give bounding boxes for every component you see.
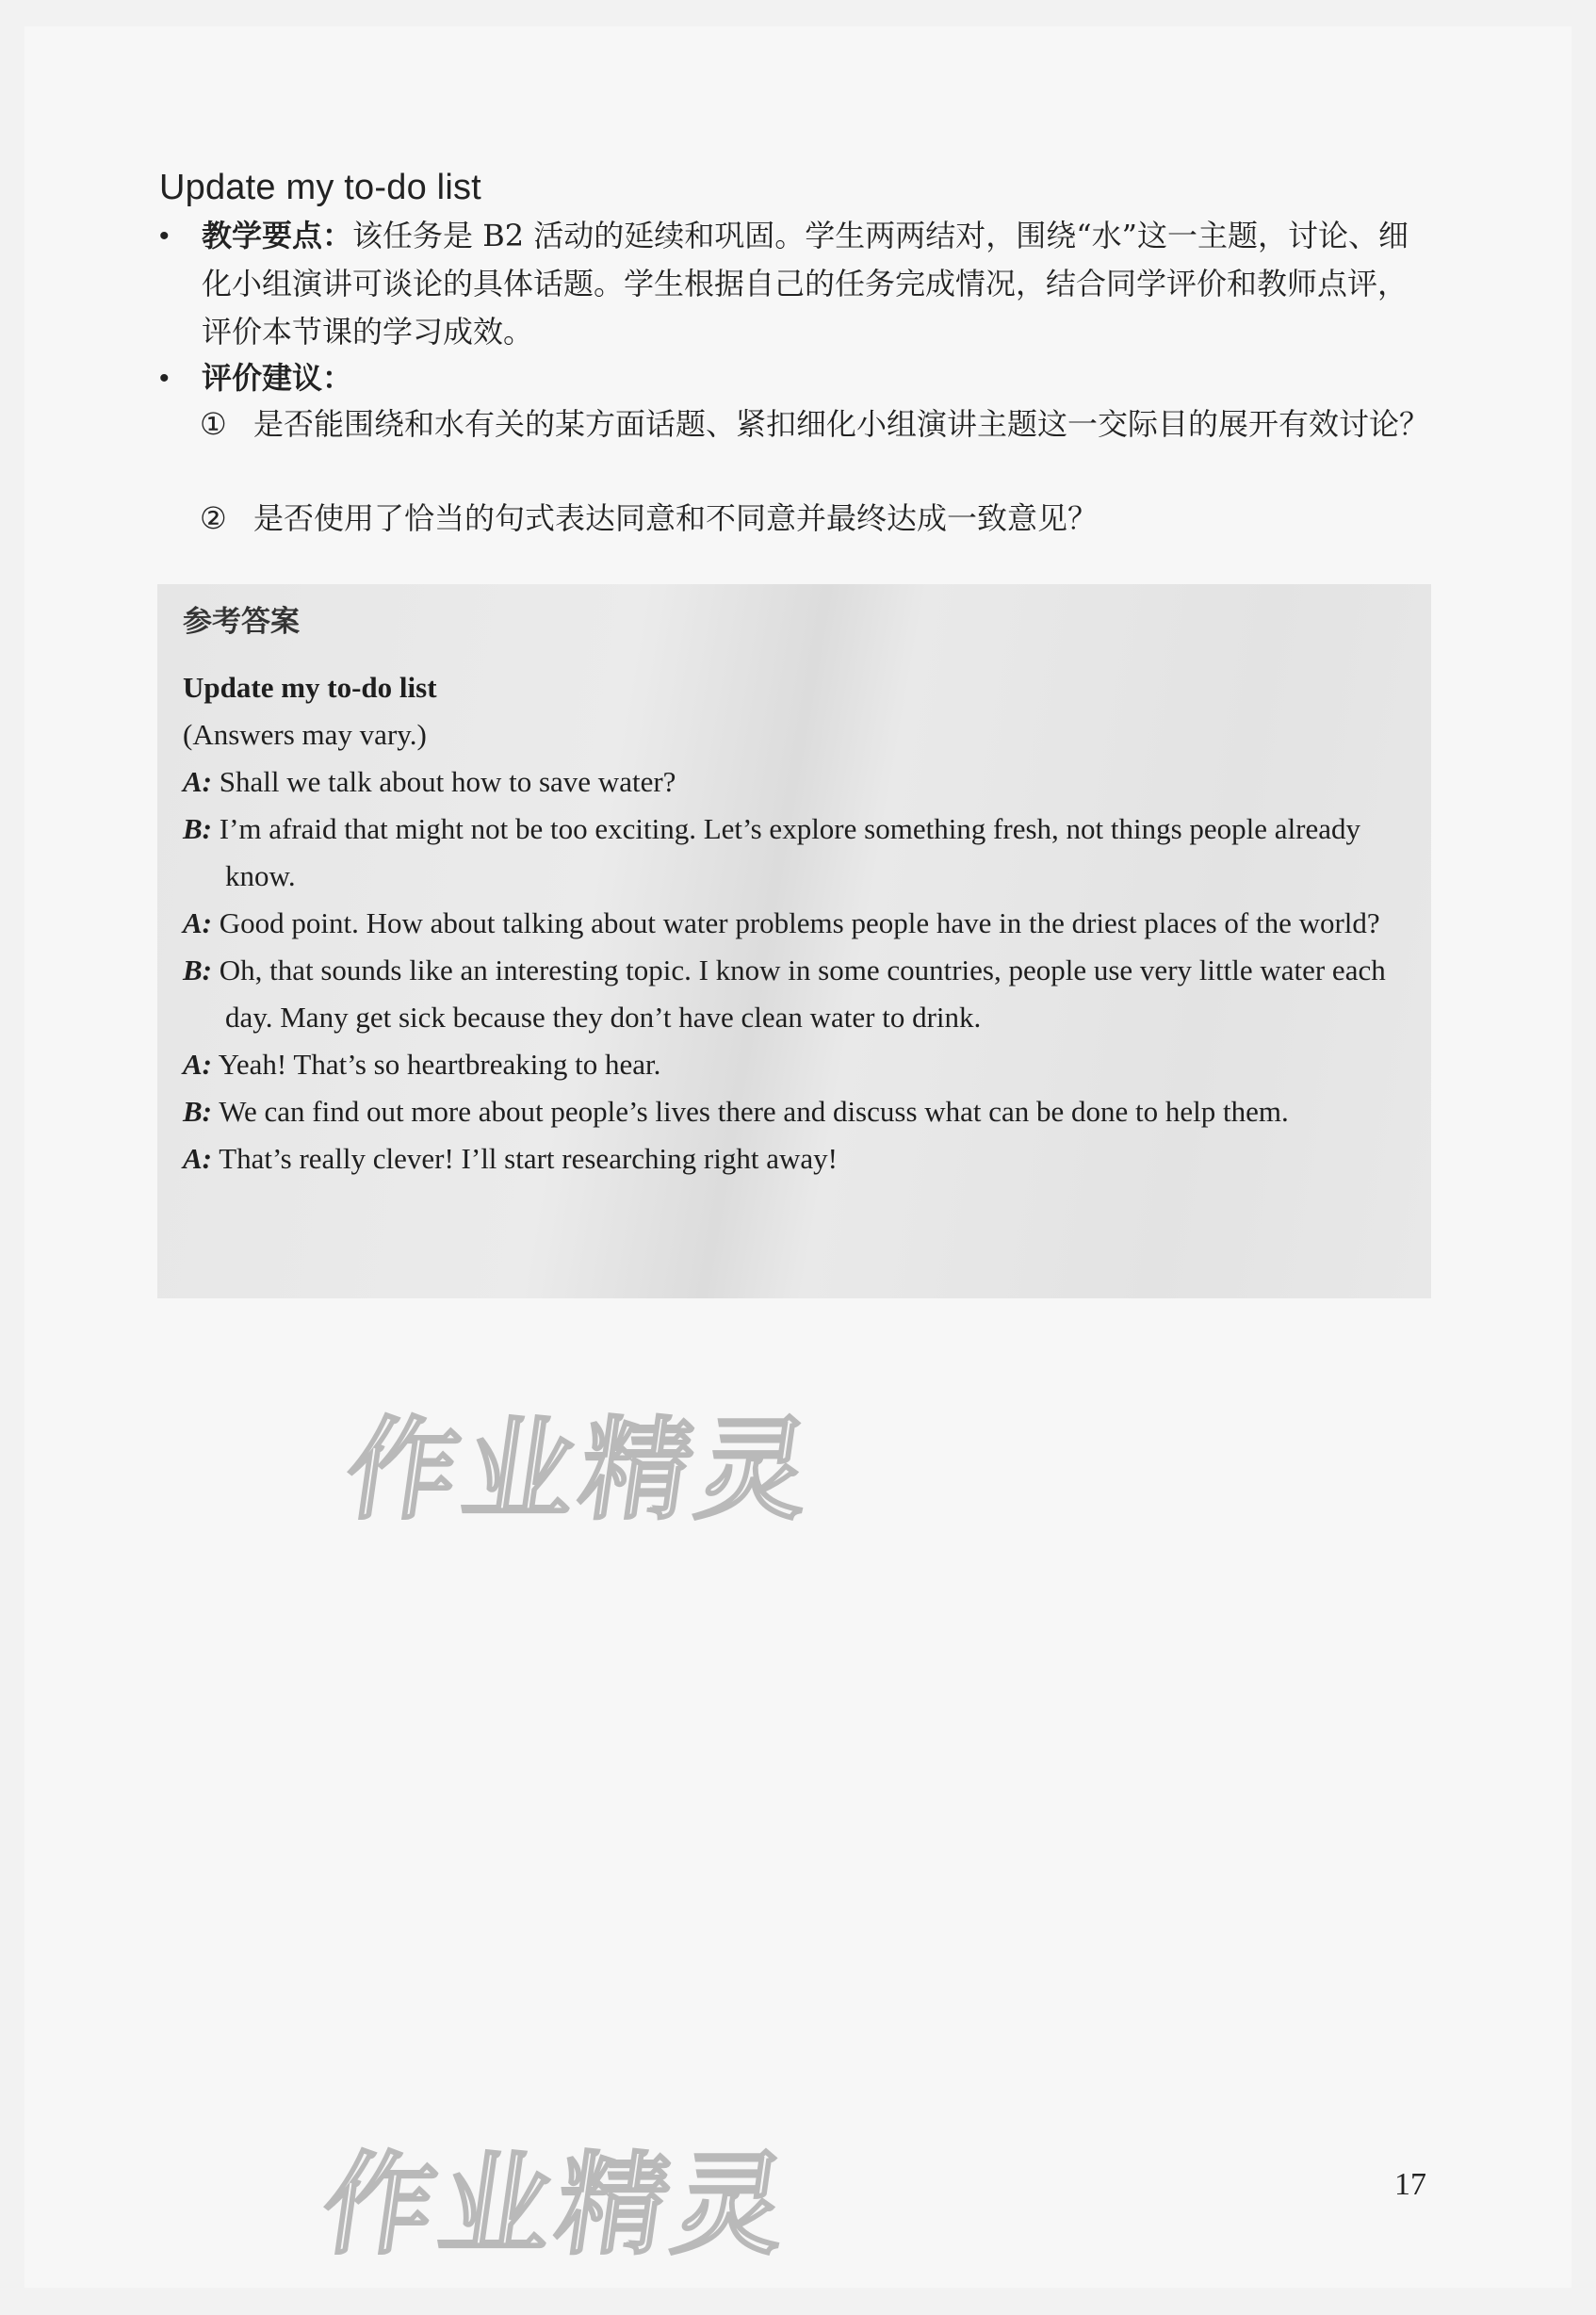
dialogue-line bbox=[183, 900, 1417, 947]
teaching-points-text bbox=[202, 212, 1426, 356]
teaching-points-label: 教学要点： bbox=[202, 218, 353, 253]
evaluation-item-number: ② bbox=[200, 500, 227, 536]
bullet-icon: • bbox=[159, 220, 170, 252]
reference-answer-heading: 参考答案 bbox=[183, 605, 300, 639]
dialogue-text: That’s really clever! I’ll start researching right away! bbox=[219, 1142, 838, 1175]
evaluation-label: 评价建议： bbox=[202, 360, 353, 396]
dialogue-line bbox=[183, 758, 1417, 806]
answer-subtitle: Update my to-do list bbox=[183, 671, 437, 704]
bullet-icon: • bbox=[159, 363, 170, 394]
evaluation-item-text: 是否能围绕和水有关的某方面话题、紧扣细化小组演讲主题这一交际目的展开有效讨论？ bbox=[253, 406, 1430, 442]
dialogue-text: Yeah! That’s so heartbreaking to hear. bbox=[218, 1048, 661, 1081]
dialogue-text: Good point. How about talking about water problems people have in the driest places of the world? bbox=[219, 906, 1380, 939]
speaker-label: A: bbox=[183, 1142, 212, 1175]
speaker-label: A: bbox=[183, 906, 212, 939]
teaching-points-body: 该任务是 B2 活动的延续和巩固。学生两两结对，围绕“水”这一主题，讨论、细化小组演讲可谈论的具体话题。学生根据自己的任务完成情况，结合同学评价和教师点评，评价本节课的学习成效。 bbox=[202, 218, 1409, 350]
answer-note: (Answers may vary.) bbox=[183, 718, 427, 751]
dialogue-line bbox=[183, 947, 1417, 1041]
dialogue-text: Oh, that sounds like an interesting topic. I know in some countries, people use very little water each day. Many get sick because they don’t have clean water to drink. bbox=[219, 954, 1386, 1034]
watermark: 作业精灵 bbox=[337, 1405, 824, 1535]
section-title: Update my to-do list bbox=[159, 168, 481, 207]
reference-answer-box bbox=[157, 584, 1431, 1298]
dialogue-text: Shall we talk about how to save water? bbox=[219, 765, 676, 798]
evaluation-label-wrap bbox=[202, 354, 1426, 402]
dialogue bbox=[183, 664, 1417, 1182]
speaker-label: B: bbox=[183, 954, 212, 986]
speaker-label: A: bbox=[183, 1048, 212, 1081]
speaker-label: B: bbox=[183, 1095, 212, 1128]
dialogue-line bbox=[183, 1135, 1417, 1182]
evaluation-item-text: 是否使用了恰当的句式表达同意和不同意并最终达成一致意见？ bbox=[253, 500, 1099, 536]
evaluation-item-number: ① bbox=[200, 406, 227, 442]
dialogue-line bbox=[183, 1041, 1417, 1088]
watermark: 作业精灵 bbox=[314, 2140, 801, 2270]
speaker-label: B: bbox=[183, 812, 212, 845]
dialogue-line bbox=[183, 1088, 1417, 1135]
dialogue-line bbox=[183, 806, 1417, 900]
page-number: 17 bbox=[1394, 2167, 1426, 2202]
speaker-label: A: bbox=[183, 765, 212, 798]
dialogue-text: I’m afraid that might not be too exciting. Let’s explore something fresh, not things people already know. bbox=[219, 812, 1361, 892]
dialogue-text: We can find out more about people’s lives there and discuss what can be done to help them. bbox=[219, 1095, 1289, 1128]
